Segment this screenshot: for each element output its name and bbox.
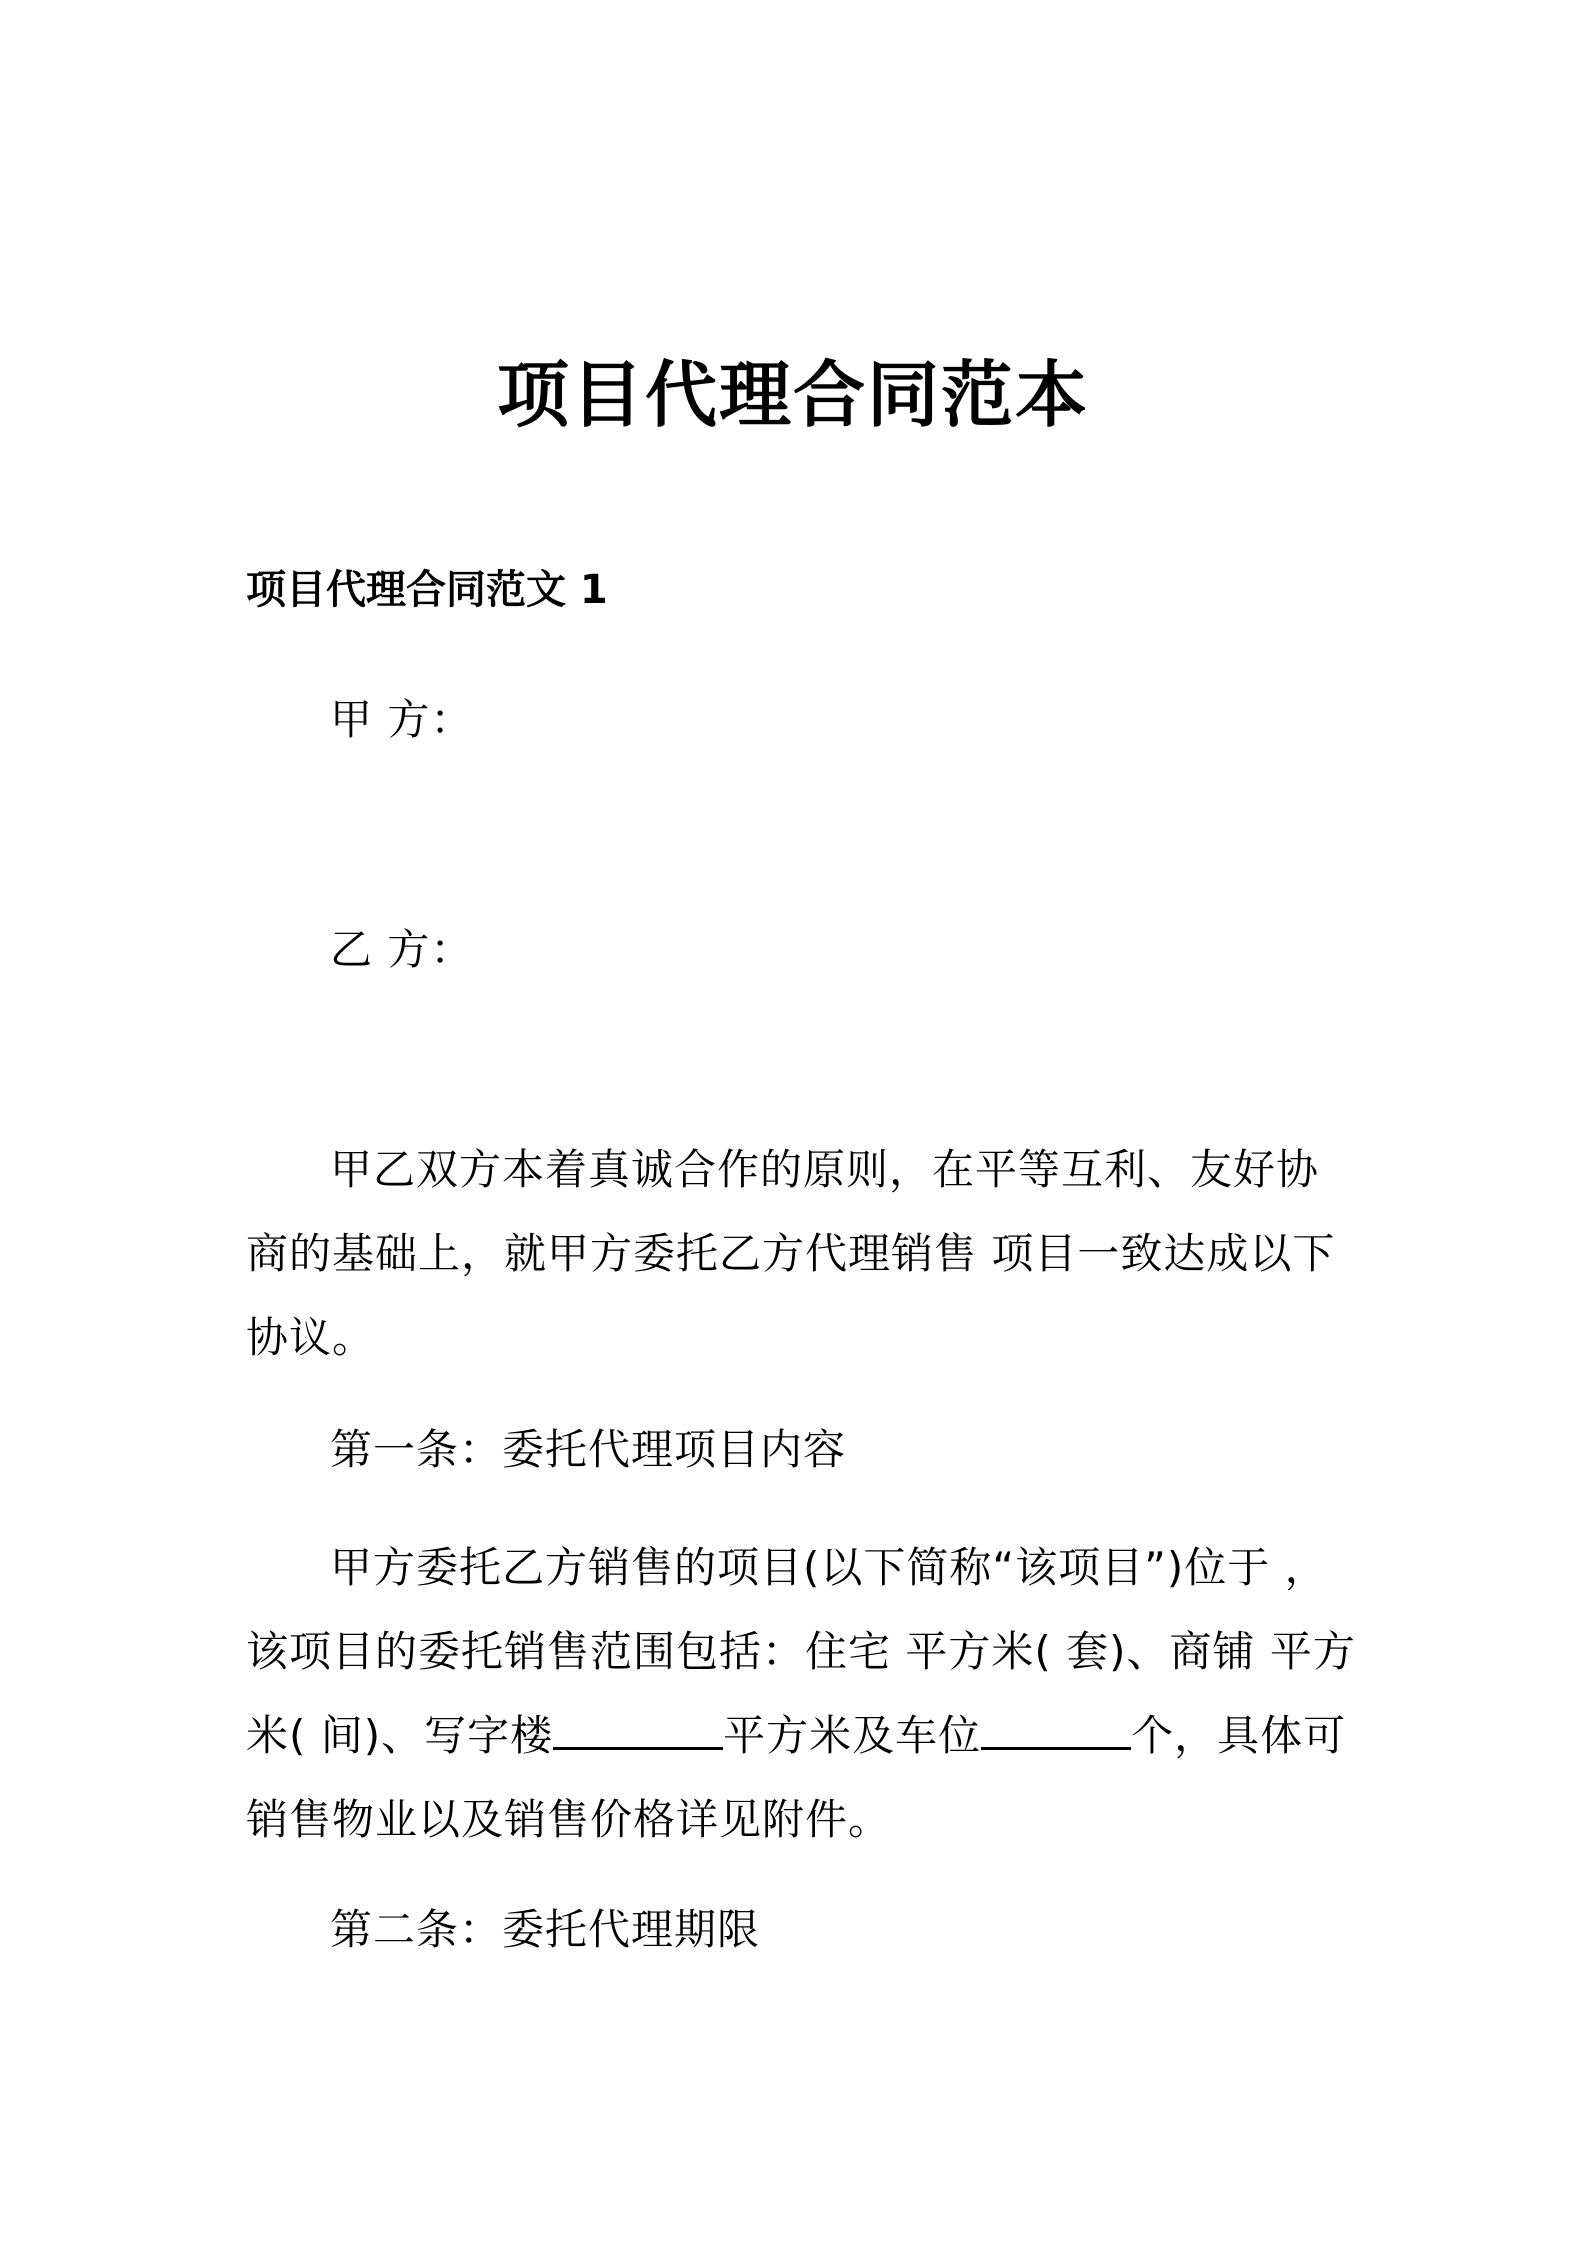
- document-title: 项目代理合同范本: [496, 353, 1089, 437]
- party-a-label: 甲 方：: [330, 695, 474, 744]
- article-1-text-part2: 平方米及车位: [723, 1711, 982, 1760]
- party-b-label: 乙 方：: [330, 925, 474, 974]
- intro-paragraph: 甲乙双方本着真诚合作的原则，在平等互利、友好协商的基础上，就甲方委托乙方代理销售 项目一致达成以下协议。: [246, 1145, 1336, 1362]
- article-1-text-part1: 甲方委托乙方销售的项目(以下简称“该项目”)位于 ，该项目的委托销售范围包括：住宅 平方米( 套)、商铺 平方米( 间)、写字楼: [246, 1543, 1356, 1760]
- article-1-title: 第一条：委托代理项目内容: [330, 1425, 847, 1474]
- article-2-title: 第二条：委托代理期限: [330, 1905, 761, 1954]
- section-heading: 项目代理合同范文 1: [246, 567, 608, 613]
- parking-count-blank: [981, 1703, 1131, 1750]
- office-area-blank: [553, 1703, 723, 1750]
- article-1-text-part3: 个，具体可销售物业以及销售价格详见附件。: [246, 1711, 1347, 1844]
- article-1-paragraph: [246, 1526, 1356, 1862]
